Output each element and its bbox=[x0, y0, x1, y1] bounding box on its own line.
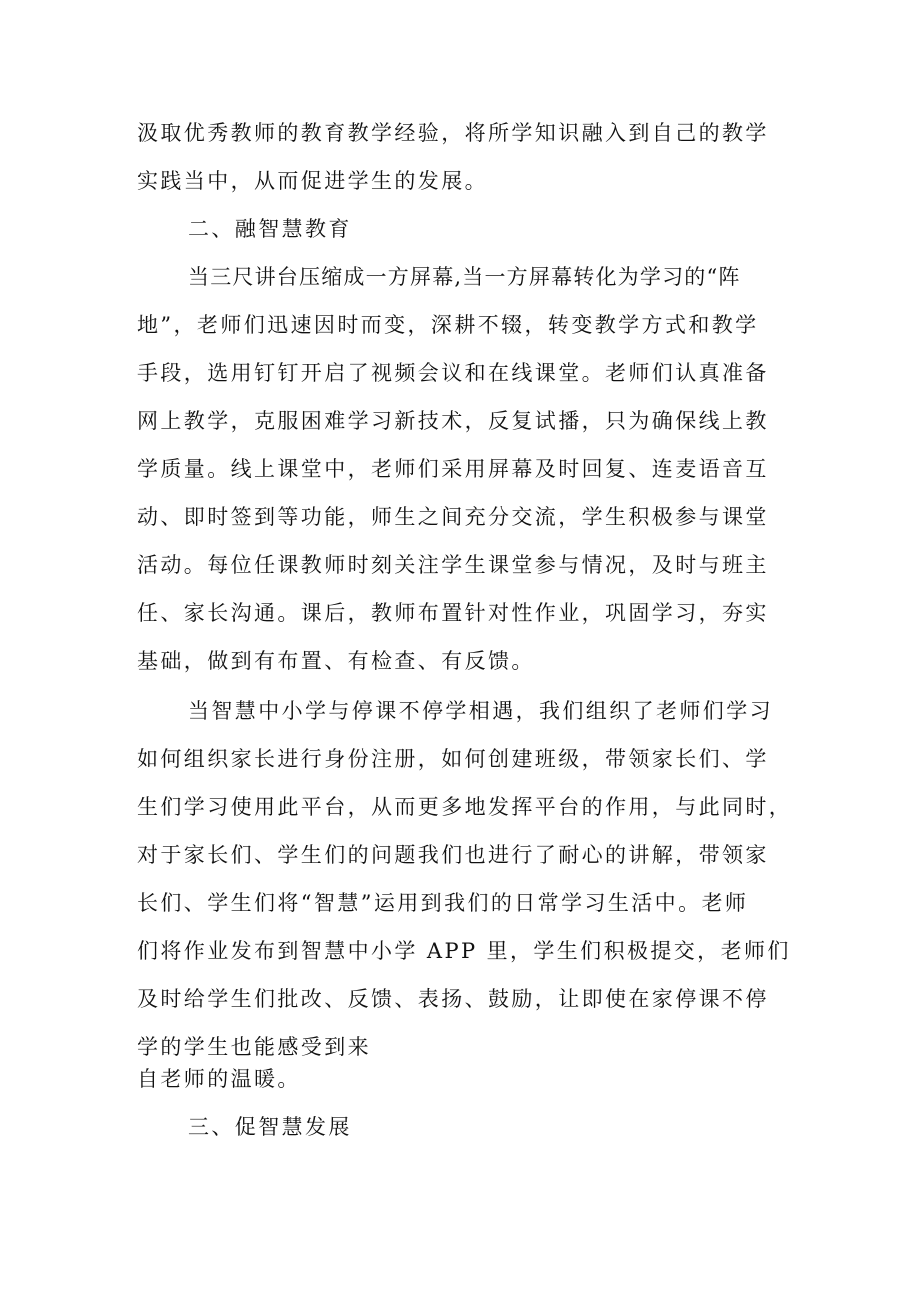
paragraph-line: 自老师的温暖。 bbox=[137, 1067, 301, 1091]
paragraph-line: 实践当中，从而促进学生的发展。 bbox=[137, 169, 488, 193]
paragraph-line: 地”，老师们迅速因时而变，深耕不辍，转变教学方式和教学 bbox=[137, 313, 759, 337]
paragraph-line: 任、家长沟通。课后，教师布置针对性作业，巩固学习，夯实 bbox=[137, 601, 769, 625]
paragraph-line: 汲取优秀教师的教育教学经验，将所学知识融入到自己的教学 bbox=[137, 121, 769, 145]
paragraph-line: 网上教学，克服困难学习新技术，反复试播，只为确保线上教 bbox=[137, 409, 769, 433]
paragraph-line: 长们、学生们将“智慧”运用到我们的日常学习生活中。老师 bbox=[137, 891, 749, 915]
paragraph-line: 们将作业发布到智慧中小学 APP 里，学生们积极提交，老师们 bbox=[137, 939, 791, 963]
paragraph-line: 手段，选用钉钉开启了视频会议和在线课堂。老师们认真准备 bbox=[137, 361, 769, 385]
paragraph-line: 及时给学生们批改、反馈、表扬、鼓励，让即使在家停课不停 bbox=[137, 987, 769, 1011]
paragraph-line: 学质量。线上课堂中，老师们采用屏幕及时回复、连麦语音互 bbox=[137, 457, 769, 481]
paragraph-line: 当三尺讲台压缩成一方屏幕,当一方屏幕转化为学习的“阵 bbox=[188, 265, 741, 289]
paragraph-line: 对于家长们、学生们的问题我们也进行了耐心的讲解，带领家 bbox=[137, 843, 769, 867]
paragraph-line: 生们学习使用此平台，从而更多地发挥平台的作用，与此同时， bbox=[137, 795, 793, 819]
paragraph-line: 基础，做到有布置、有检查、有反馈。 bbox=[137, 649, 535, 673]
section-heading: 二、融智慧教育 bbox=[188, 217, 352, 241]
section-heading: 三、促智慧发展 bbox=[188, 1115, 352, 1139]
paragraph-line: 动、即时签到等功能，师生之间充分交流，学生积极参与课堂 bbox=[137, 505, 769, 529]
paragraph-line: 如何组织家长进行身份注册，如何创建班级，带领家长们、学 bbox=[137, 747, 769, 771]
paragraph-line: 活动。每位任课教师时刻关注学生课堂参与情况，及时与班主 bbox=[137, 553, 769, 577]
paragraph-line: 当智慧中小学与停课不停学相遇，我们组织了老师们学习 bbox=[188, 699, 773, 723]
paragraph-line: 学的学生也能感受到来 bbox=[137, 1035, 371, 1059]
